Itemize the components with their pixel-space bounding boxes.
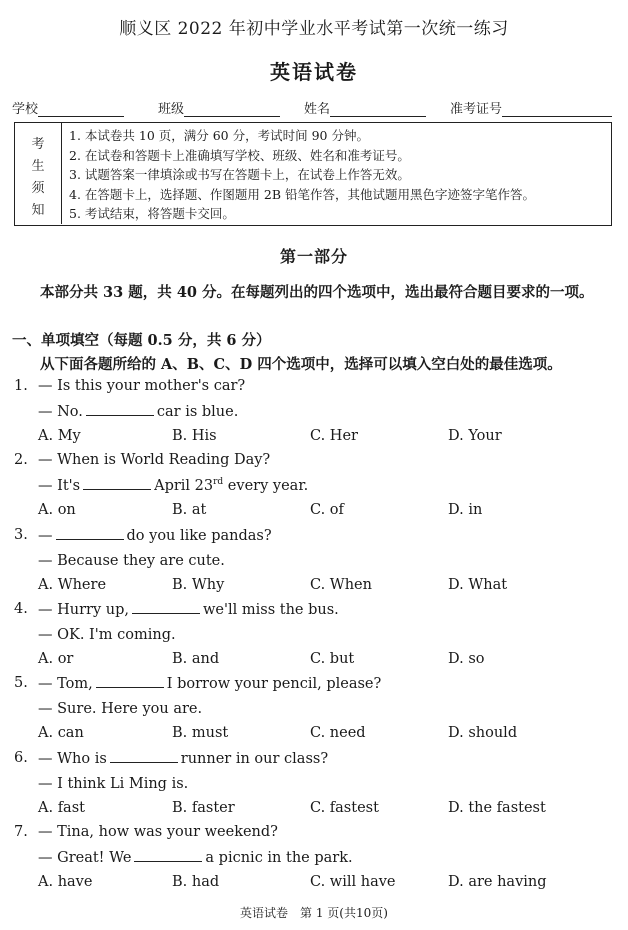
- question-prompt: — Who is: [38, 750, 107, 767]
- answer-option: D. are having: [448, 873, 547, 890]
- ticket-field: [450, 98, 612, 117]
- notice-item: 3. 试题答案一律填涂或书写在答题卡上，在试卷上作答无效。: [69, 167, 410, 182]
- question-number: 4.: [14, 600, 28, 617]
- question-prompt-cont: runner in our class?: [180, 750, 329, 767]
- question-prompt: — Tina, how was your weekend?: [38, 823, 278, 840]
- question-prompt: — When is World Reading Day?: [38, 452, 271, 469]
- page-footer: 英语试卷 第 1 页(共10页): [240, 906, 388, 920]
- answer-option: D. What: [448, 576, 508, 593]
- notice-item: 5. 考试结束，将答题卡交回。: [69, 206, 235, 221]
- question-prompt: — Is this your mother's car?: [38, 378, 246, 394]
- answer-option: C. will have: [310, 873, 396, 890]
- question-number: 5.: [14, 675, 28, 692]
- answer-option: B. at: [172, 502, 207, 519]
- answer-option: C. but: [310, 650, 355, 667]
- notice-side-char: 须: [31, 181, 45, 196]
- answer-option: D. should: [448, 725, 518, 742]
- answer-option: A. can: [38, 725, 84, 742]
- question-text: [38, 601, 339, 618]
- question-prompt: —: [38, 527, 53, 544]
- answer-option: A. or: [38, 650, 74, 667]
- section-instruction: 从下面各题所给的 A、B、C、D 四个选项中，选择可以填入空白处的最佳选项。: [40, 356, 562, 373]
- question-prompt-cont: I borrow your pencil, please?: [166, 676, 382, 693]
- question-number: 3.: [14, 526, 28, 543]
- answer-option: A. on: [38, 502, 76, 519]
- response-prompt-tail: every year.: [223, 478, 309, 495]
- question-text: [38, 675, 381, 692]
- response-prompt: — OK. I'm coming.: [38, 626, 176, 643]
- notice-box: [14, 122, 612, 226]
- school-label: 学校: [12, 102, 39, 117]
- answer-option: B. and: [172, 650, 220, 667]
- question-text: [38, 378, 245, 394]
- class-blank: [184, 103, 280, 117]
- answer-option: C. Her: [310, 428, 358, 444]
- question-prompt: — Tom,: [38, 676, 93, 693]
- ordinal-suffix: rd: [213, 477, 224, 488]
- response-text: [38, 775, 188, 792]
- response-prompt: — Great! We: [38, 849, 132, 866]
- ticket-label: 准考证号: [450, 102, 503, 117]
- school-blank: [38, 103, 124, 117]
- answer-option: C. When: [310, 576, 372, 593]
- answer-option: A. My: [38, 428, 81, 444]
- response-prompt-cont: a picnic in the park.: [205, 849, 353, 866]
- notice-item: 2. 在试卷和答题卡上准确填写学校、班级、姓名和准考证号。: [69, 147, 410, 163]
- question-number: 6.: [14, 749, 28, 766]
- response-text: [38, 626, 176, 643]
- answer-option: C. fastest: [310, 799, 379, 816]
- answer-option: B. must: [172, 725, 229, 742]
- answer-option: D. the fastest: [448, 799, 546, 816]
- answer-blank: [132, 601, 200, 614]
- response-text: [38, 849, 353, 866]
- part-heading: 第一部分: [279, 247, 348, 266]
- answer-option: C. of: [310, 502, 344, 519]
- response-prompt: — Because they are cute.: [38, 552, 225, 569]
- notice-item: 1. 本试卷共 10 页，满分 60 分，考试时间 90 分钟。: [69, 128, 369, 143]
- answer-option: D. in: [448, 502, 483, 519]
- question-text: [38, 824, 278, 840]
- name-label: 姓名: [304, 102, 331, 117]
- notice-item: 4. 在答题卡上，选择题、作图题用 2B 铅笔作答，其他试题用黑色字迹签字笔作答。: [69, 186, 535, 202]
- response-prompt: — I think Li Ming is.: [38, 775, 189, 792]
- answer-option: A. fast: [38, 799, 85, 816]
- notice-side-char: 知: [31, 203, 45, 218]
- question-number: 1.: [14, 378, 28, 394]
- question-number: 7.: [14, 823, 28, 840]
- answer-option: D. so: [448, 650, 485, 667]
- answer-option: A. have: [38, 873, 93, 890]
- response-text: [38, 700, 202, 717]
- response-prompt-cont: April 23: [154, 478, 214, 495]
- question-text: [38, 452, 270, 468]
- name-field: [304, 98, 426, 117]
- response-text: [38, 477, 308, 494]
- student-info-row: [12, 98, 616, 116]
- section-heading: 一、单项填空（每题 0.5 分，共 6 分）: [12, 332, 271, 349]
- answer-blank: [134, 849, 202, 862]
- answer-blank: [110, 750, 178, 763]
- response-text: [38, 552, 225, 569]
- response-prompt: — It's: [38, 478, 81, 495]
- answer-option: B. had: [172, 873, 220, 890]
- question-prompt-cont: we'll miss the bus.: [203, 601, 339, 618]
- answer-option: A. Where: [38, 576, 107, 593]
- answer-option: B. faster: [172, 799, 235, 816]
- answer-option: C. need: [310, 725, 366, 742]
- response-prompt-cont: car is blue.: [156, 404, 239, 420]
- class-field: [158, 98, 280, 117]
- answer-option: D. Your: [448, 428, 502, 444]
- answer-blank: [56, 527, 124, 540]
- response-text: [38, 403, 238, 420]
- notice-side-label: [15, 123, 62, 224]
- name-blank: [330, 103, 426, 117]
- notice-side-char: 生: [31, 159, 45, 174]
- answer-blank: [96, 675, 164, 688]
- answer-blank: [83, 477, 151, 490]
- response-prompt: — No.: [38, 404, 83, 420]
- school-field: [12, 98, 124, 117]
- question-text: [38, 527, 272, 544]
- answer-option: B. His: [172, 428, 217, 444]
- exam-title: 顺义区 2022 年初中学业水平考试第一次统一练习: [119, 19, 509, 39]
- class-label: 班级: [158, 102, 185, 117]
- question-prompt: — Hurry up,: [38, 601, 129, 618]
- notice-side-char: 考: [31, 137, 45, 152]
- question-number: 2.: [14, 452, 28, 469]
- notice-list: [69, 126, 609, 224]
- subject-title: 英语试卷: [270, 60, 358, 84]
- question-text: [38, 750, 328, 767]
- answer-option: B. Why: [172, 576, 225, 593]
- question-prompt-cont: do you like pandas?: [126, 527, 272, 544]
- part-description: 本部分共 33 题，共 40 分。在每题列出的四个选项中，选出最符合题目要求的一项。: [40, 284, 594, 301]
- answer-blank: [86, 403, 154, 416]
- ticket-blank: [502, 103, 612, 117]
- response-prompt: — Sure. Here you are.: [38, 701, 203, 718]
